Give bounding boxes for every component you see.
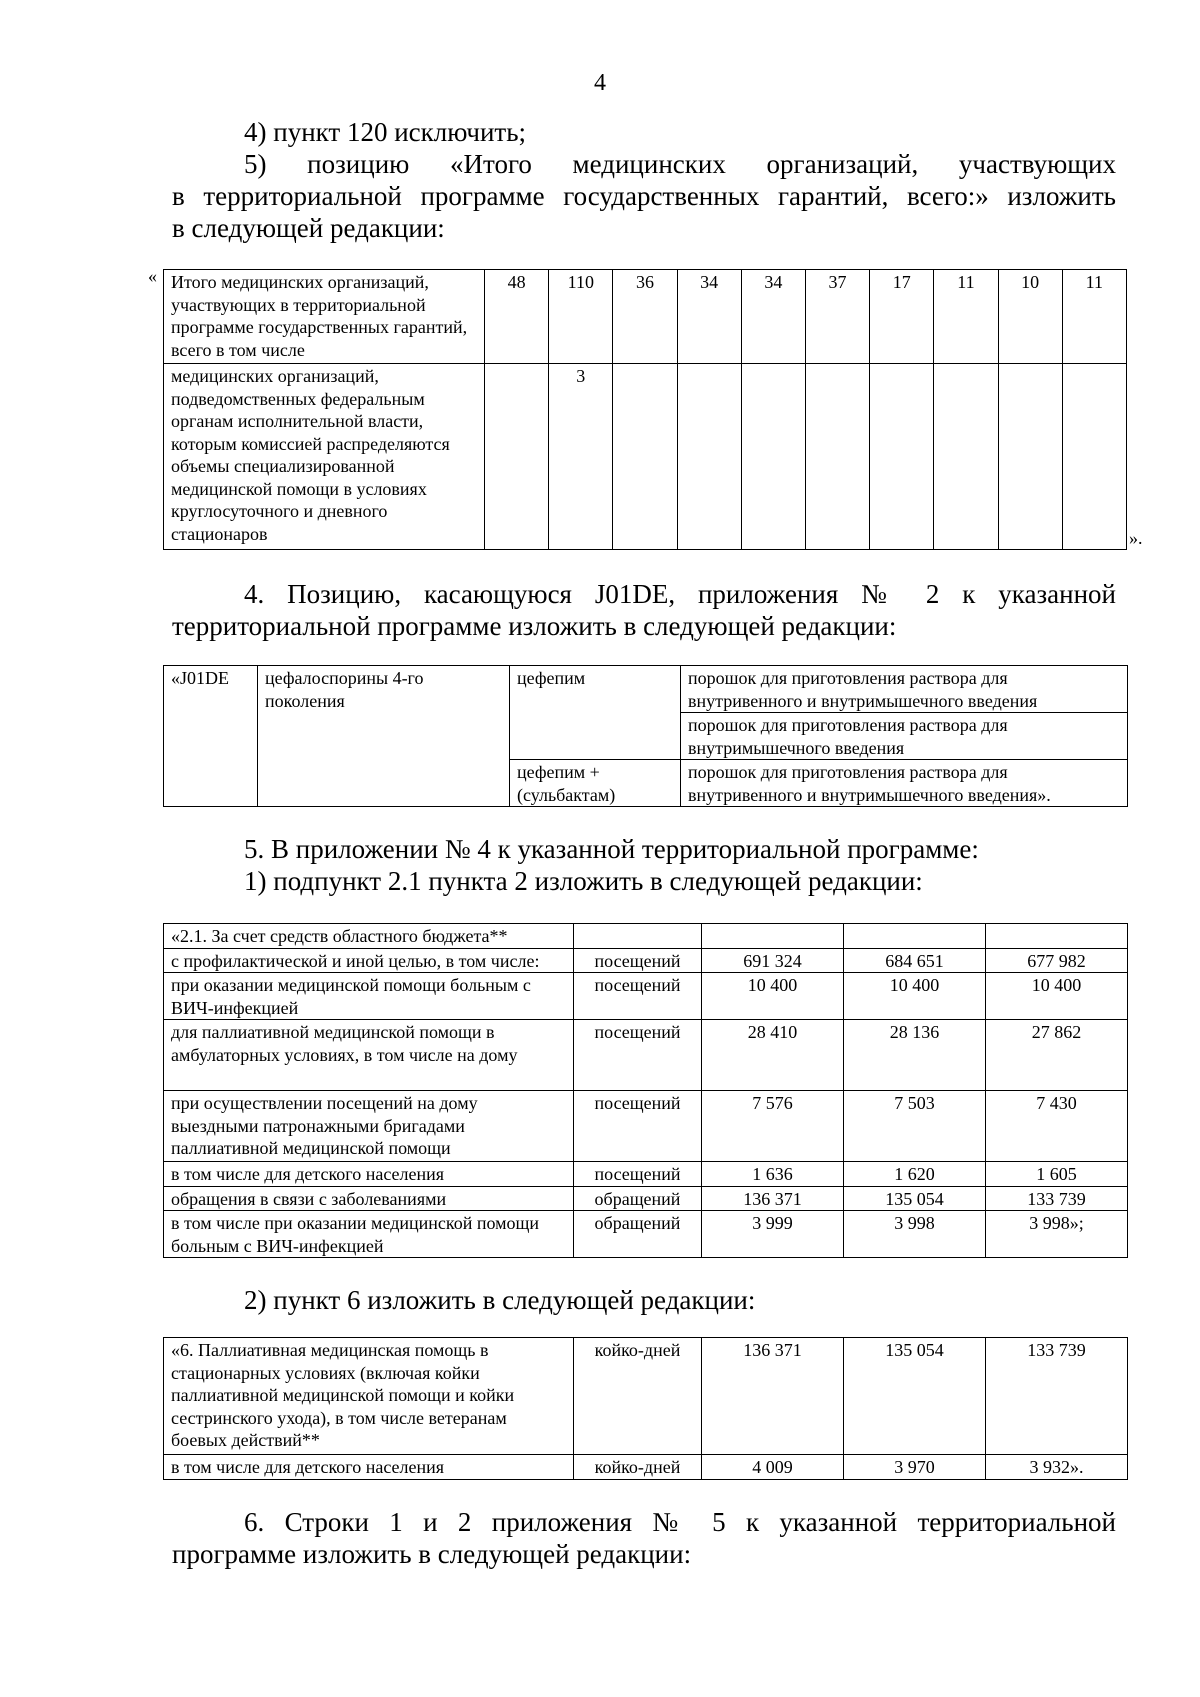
section-4-block (172, 578, 1116, 642)
table-row (164, 1211, 1128, 1258)
value-cell (986, 924, 1128, 949)
value-cell: 1 636 (702, 1162, 844, 1187)
table-medical-organizations (163, 269, 1127, 550)
value-cell (934, 364, 998, 550)
unit-cell: посещений (574, 973, 702, 1020)
table1-open-quote: « (148, 266, 157, 286)
table-row (164, 973, 1128, 1020)
unit-cell: посещений (574, 948, 702, 973)
section-5-line-1: 5. В приложении № 4 к указанной территориальной программе: (244, 834, 979, 864)
section-5-line-2: 1) подпункт 2.1 пункта 2 изложить в следующей редакции: (244, 866, 923, 896)
value-cell (677, 364, 741, 550)
unit-cell: койко-дней (574, 1455, 702, 1480)
unit-cell: посещений (574, 1091, 702, 1162)
value-cell: 1 620 (844, 1162, 986, 1187)
section-6-line-1: 6. Строки 1 и 2 приложения № 5 к указанной территориальной (244, 1507, 1116, 1537)
row-label: для паллиативной медицинской помощи в амбулаторных условиях, в том числе на дому (164, 1020, 574, 1091)
dosage-form: порошок для приготовления раствора для внутримышечного введения (681, 713, 1128, 760)
value-cell: 48 (485, 270, 549, 364)
section-6-block (172, 1506, 1116, 1570)
dosage-form: порошок для приготовления раствора для внутривенного и внутримышечного введения». (681, 760, 1128, 807)
table-row (164, 364, 1127, 550)
section-4-line-1: 4. Позицию, касающуюся J01DE, приложения № 2 к указанной (244, 579, 1116, 609)
row-label: при осуществлении посещений на дому выездными патронажными бригадами паллиативной медицинской помощи (164, 1091, 574, 1162)
value-cell: 28 136 (844, 1020, 986, 1091)
value-cell (805, 364, 869, 550)
value-cell: 3 998»; (986, 1211, 1128, 1258)
table-row (164, 1020, 1128, 1091)
unit-cell: посещений (574, 1162, 702, 1187)
value-cell: 3 998 (844, 1211, 986, 1258)
value-cell: 3 970 (844, 1455, 986, 1480)
value-cell: 7 503 (844, 1091, 986, 1162)
drug-group: цефалоспорины 4-го поколения (258, 666, 510, 807)
value-cell: 110 (549, 270, 613, 364)
row-label: при оказании медицинской помощи больным с ВИЧ-инфекцией (164, 973, 574, 1020)
value-cell (844, 924, 986, 949)
item-2-text: 2) пункт 6 изложить в следующей редакции: (244, 1285, 756, 1315)
value-cell: 135 054 (844, 1338, 986, 1455)
row-label: Итого медицинских организаций, участвующих в территориальной программе государственных гарантий, всего в том числе (164, 270, 485, 364)
table-row (164, 1338, 1128, 1455)
value-cell: 10 400 (844, 973, 986, 1020)
row-label: «6. Паллиативная медицинская помощь в стационарных условиях (включая койки паллиативной медицинской помощи и койки сестринского ухода), в том числе ветеранам боевых действий** (164, 1338, 574, 1455)
value-cell (870, 364, 934, 550)
value-cell: 1 605 (986, 1162, 1128, 1187)
value-cell: 136 371 (702, 1338, 844, 1455)
table-row (164, 1091, 1128, 1162)
value-cell: 3 999 (702, 1211, 844, 1258)
item-5-line-3: в следующей редакции: (172, 213, 445, 243)
value-cell: 135 054 (844, 1186, 986, 1211)
atc-code: «J01DE (164, 666, 258, 807)
table-subitem-2-1 (163, 923, 1128, 1258)
value-cell: 133 739 (986, 1186, 1128, 1211)
table-row (164, 1162, 1128, 1187)
unit-cell: койко-дней (574, 1338, 702, 1455)
page-number: 4 (594, 70, 606, 96)
table-row (164, 666, 1128, 713)
value-cell: 7 576 (702, 1091, 844, 1162)
table-row (164, 1186, 1128, 1211)
table-item-6 (163, 1337, 1128, 1480)
drug-name: цефепим (510, 666, 681, 760)
value-cell (741, 364, 805, 550)
row-label: обращения в связи с заболеваниями (164, 1186, 574, 1211)
section-4-line-2: территориальной программе изложить в следующей редакции: (172, 611, 897, 641)
value-cell: 10 (998, 270, 1062, 364)
value-cell (702, 924, 844, 949)
value-cell: 3 932». (986, 1455, 1128, 1480)
value-cell: 684 651 (844, 948, 986, 973)
row-label: «2.1. За счет средств областного бюджета** (164, 924, 574, 949)
value-cell: 10 400 (702, 973, 844, 1020)
value-cell: 11 (1062, 270, 1126, 364)
value-cell: 7 430 (986, 1091, 1128, 1162)
value-cell: 34 (677, 270, 741, 364)
table-j01de (163, 665, 1128, 807)
value-cell: 10 400 (986, 973, 1128, 1020)
section-5-block (172, 833, 1116, 897)
value-cell: 37 (805, 270, 869, 364)
unit-cell (574, 924, 702, 949)
value-cell: 17 (870, 270, 934, 364)
value-cell (485, 364, 549, 550)
row-label: медицинских организаций, подведомственных федеральным органам исполнительной власти, которым комиссией распределяются объемы специализированной медицинской помощи в условиях круглосуточного и дневного стационаров (164, 364, 485, 550)
table-row (164, 270, 1127, 364)
value-cell: 28 410 (702, 1020, 844, 1091)
value-cell: 27 862 (986, 1020, 1128, 1091)
dosage-form: порошок для приготовления раствора для внутривенного и внутримышечного введения (681, 666, 1128, 713)
unit-cell: обращений (574, 1186, 702, 1211)
item-2-block (172, 1284, 1116, 1316)
table-row (164, 1455, 1128, 1480)
row-label: в том числе для детского населения (164, 1455, 574, 1480)
unit-cell: обращений (574, 1211, 702, 1258)
unit-cell: посещений (574, 1020, 702, 1091)
value-cell (613, 364, 677, 550)
value-cell: 36 (613, 270, 677, 364)
row-label: в том числе при оказании медицинской помощи больным с ВИЧ-инфекцией (164, 1211, 574, 1258)
value-cell: 691 324 (702, 948, 844, 973)
value-cell: 4 009 (702, 1455, 844, 1480)
value-cell: 3 (549, 364, 613, 550)
intro-block (172, 116, 1116, 244)
item-5-line-1: 5) позицию «Итого медицинских организаций, участвующих (244, 149, 1116, 179)
row-label: с профилактической и иной целью, в том числе: (164, 948, 574, 973)
section-6-line-2: программе изложить в следующей редакции: (172, 1539, 692, 1569)
table-row (164, 924, 1128, 949)
value-cell: 11 (934, 270, 998, 364)
table1-close-quote: ». (1129, 528, 1143, 548)
value-cell (998, 364, 1062, 550)
item-4-text: 4) пункт 120 исключить; (244, 117, 527, 147)
value-cell: 34 (741, 270, 805, 364)
value-cell (1062, 364, 1126, 550)
row-label: в том числе для детского населения (164, 1162, 574, 1187)
value-cell: 136 371 (702, 1186, 844, 1211)
value-cell: 133 739 (986, 1338, 1128, 1455)
drug-name: цефепим + (сульбактам) (510, 760, 681, 807)
item-5-line-2: в территориальной программе государственных гарантий, всего:» изложить (172, 181, 1116, 211)
value-cell: 677 982 (986, 948, 1128, 973)
table-row (164, 948, 1128, 973)
